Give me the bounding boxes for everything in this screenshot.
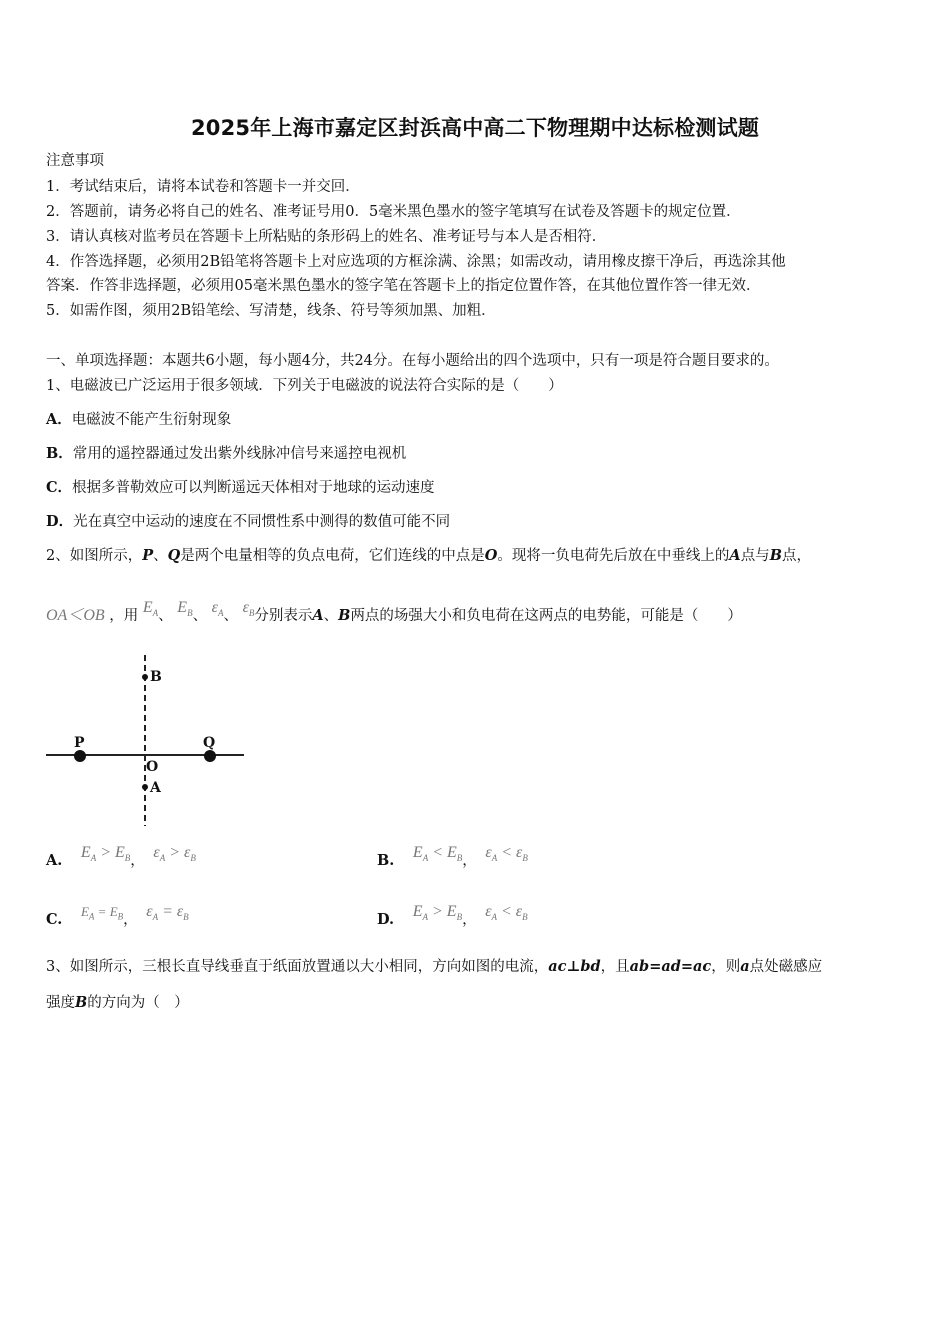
text: ，则: [711, 959, 741, 975]
option-label: B．: [46, 445, 73, 462]
q3-stem: [46, 957, 822, 977]
q2-option-d: D. $E_A > E_B$， $\varepsilon_A < \varepsilon_B$: [377, 903, 528, 928]
symbol-a: A: [312, 607, 324, 624]
option-label: D.: [377, 911, 395, 928]
q1-option-d: [46, 512, 450, 532]
q2-option-c: C. $E_A = E_B$， $\varepsilon_A = \varepsilon_B$: [46, 903, 189, 928]
text: 强度: [46, 995, 75, 1011]
symbol-b: B: [75, 994, 88, 1011]
option-label: A.: [46, 852, 63, 869]
symbol-a: a: [740, 958, 750, 975]
symbol-o: O: [484, 547, 498, 564]
math-eps-b: $\varepsilon_B$: [242, 599, 255, 619]
charge-q: [204, 750, 216, 762]
notice-item: 3．请认真核对监考员在答题卡上所粘贴的条形码上的姓名、准考证号与本人是否相符．: [46, 229, 607, 245]
text: 的方向为（ ）: [87, 995, 189, 1011]
text: 2、如图所示，: [46, 548, 143, 564]
option-text: 光在真空中运动的速度在不同惯性系中测得的数值可能不同: [73, 514, 451, 530]
math-eb: $E_B$: [177, 599, 193, 619]
page-title: 2025年上海市嘉定区封浜高中高二下物理期中达标检测试题: [190, 116, 760, 140]
option-label: B.: [377, 852, 395, 869]
symbol-a: A: [729, 547, 741, 564]
label-o: O: [146, 759, 159, 775]
text: ，且: [600, 959, 630, 975]
notice-item: 4．作答选择题，必须用2B铅笔将答题卡上对应选项的方框涂满、涂黑；如需改动，请用橡皮擦干净后，再选涂其他: [46, 254, 786, 270]
option-label: A．: [46, 411, 72, 428]
text: 、: [158, 608, 173, 624]
text: 点，: [781, 548, 811, 564]
text: 点处磁感应: [749, 959, 823, 975]
option-text: 常用的遥控器通过发出紫外线脉冲信号来遥控电视机: [72, 446, 407, 462]
q3-stem-line2: [46, 993, 189, 1013]
q1-option-a: [46, 410, 231, 430]
point-b: [142, 674, 148, 680]
math-ac-perp-bd: ac⊥bd: [548, 958, 601, 975]
q2-stem: [46, 546, 811, 566]
text: 3、如图所示，三根长直导线垂直于纸面放置通以大小相同，方向如图的电流，: [46, 959, 549, 975]
option-text: 电磁波不能产生衍射现象: [71, 412, 232, 428]
symbol-q: Q: [167, 547, 181, 564]
notice-item: 答案．作答非选择题，必须用05毫米黑色墨水的签字笔在答题卡上的指定位置作答，在其他位置作答一律无效．: [46, 278, 761, 294]
charge-p: [74, 750, 86, 762]
math-ea: $E_A$: [142, 599, 159, 619]
notice-heading: 注意事项: [46, 153, 104, 169]
option-text: 根据多普勒效应可以判断遥远天体相对于地球的运动速度: [72, 480, 435, 496]
notice-item: 2．答题前，请务必将自己的姓名、准考证号用0．5毫米黑色墨水的签字笔填写在试卷及答题卡的规定位置．: [46, 204, 741, 220]
notice-item: 1．考试结束后，请将本试卷和答题卡一并交回．: [46, 179, 360, 195]
text: 、: [192, 608, 208, 624]
q2-stem-line2: [46, 599, 742, 631]
text: 、: [223, 608, 238, 624]
math-ab-ad-ac: ab=ad=ac: [629, 958, 712, 975]
option-label: D．: [46, 513, 74, 530]
symbol-b: B: [769, 547, 782, 564]
q1-stem: 1、电磁波已广泛运用于很多领域．下列关于电磁波的说法符合实际的是（ ）: [46, 378, 563, 394]
label-b: B: [150, 669, 162, 685]
q2-option-b: B. $E_A < E_B$， $\varepsilon_A < \varepsilon_B$: [377, 844, 528, 869]
math-oa-lt-ob: OA＜OB: [46, 607, 105, 624]
option-label: C.: [46, 911, 63, 928]
point-a: [142, 784, 148, 790]
text: 、: [153, 548, 168, 564]
text: 分别表示: [254, 608, 313, 624]
text: 点与: [740, 548, 770, 564]
notice-item: 5．如需作图，须用2B铅笔绘、写清楚，线条、符号等须加黑、加粗．: [46, 303, 496, 319]
symbol-p: P: [142, 547, 154, 564]
q1-option-b: [46, 444, 406, 464]
q1-option-c: [46, 478, 435, 498]
text: 、: [323, 608, 339, 624]
section-heading: 一、单项选择题：本题共6小题，每小题4分，共24分。在每小题给出的四个选项中，只有一项是符合题目要求的。: [46, 353, 779, 369]
text: ，用: [109, 608, 139, 624]
q2-option-a: A. $E_A > E_B$， $\varepsilon_A > \varepsilon_B$: [46, 844, 196, 869]
label-a: A: [150, 780, 161, 796]
label-q: Q: [203, 735, 216, 751]
text: 。现将一负电荷先后放在中垂线上的: [497, 548, 730, 564]
charge-figure: [40, 650, 260, 830]
text: 是两个电量相等的负点电荷，它们连线的中点是: [180, 548, 485, 564]
text: 两点的场强大小和负电荷在这两点的电势能，可能是（ ）: [350, 608, 742, 624]
option-label: C．: [46, 479, 73, 496]
symbol-b: B: [338, 607, 351, 624]
label-p: P: [74, 735, 85, 751]
math-eps-a: $\varepsilon_A$: [211, 599, 224, 619]
